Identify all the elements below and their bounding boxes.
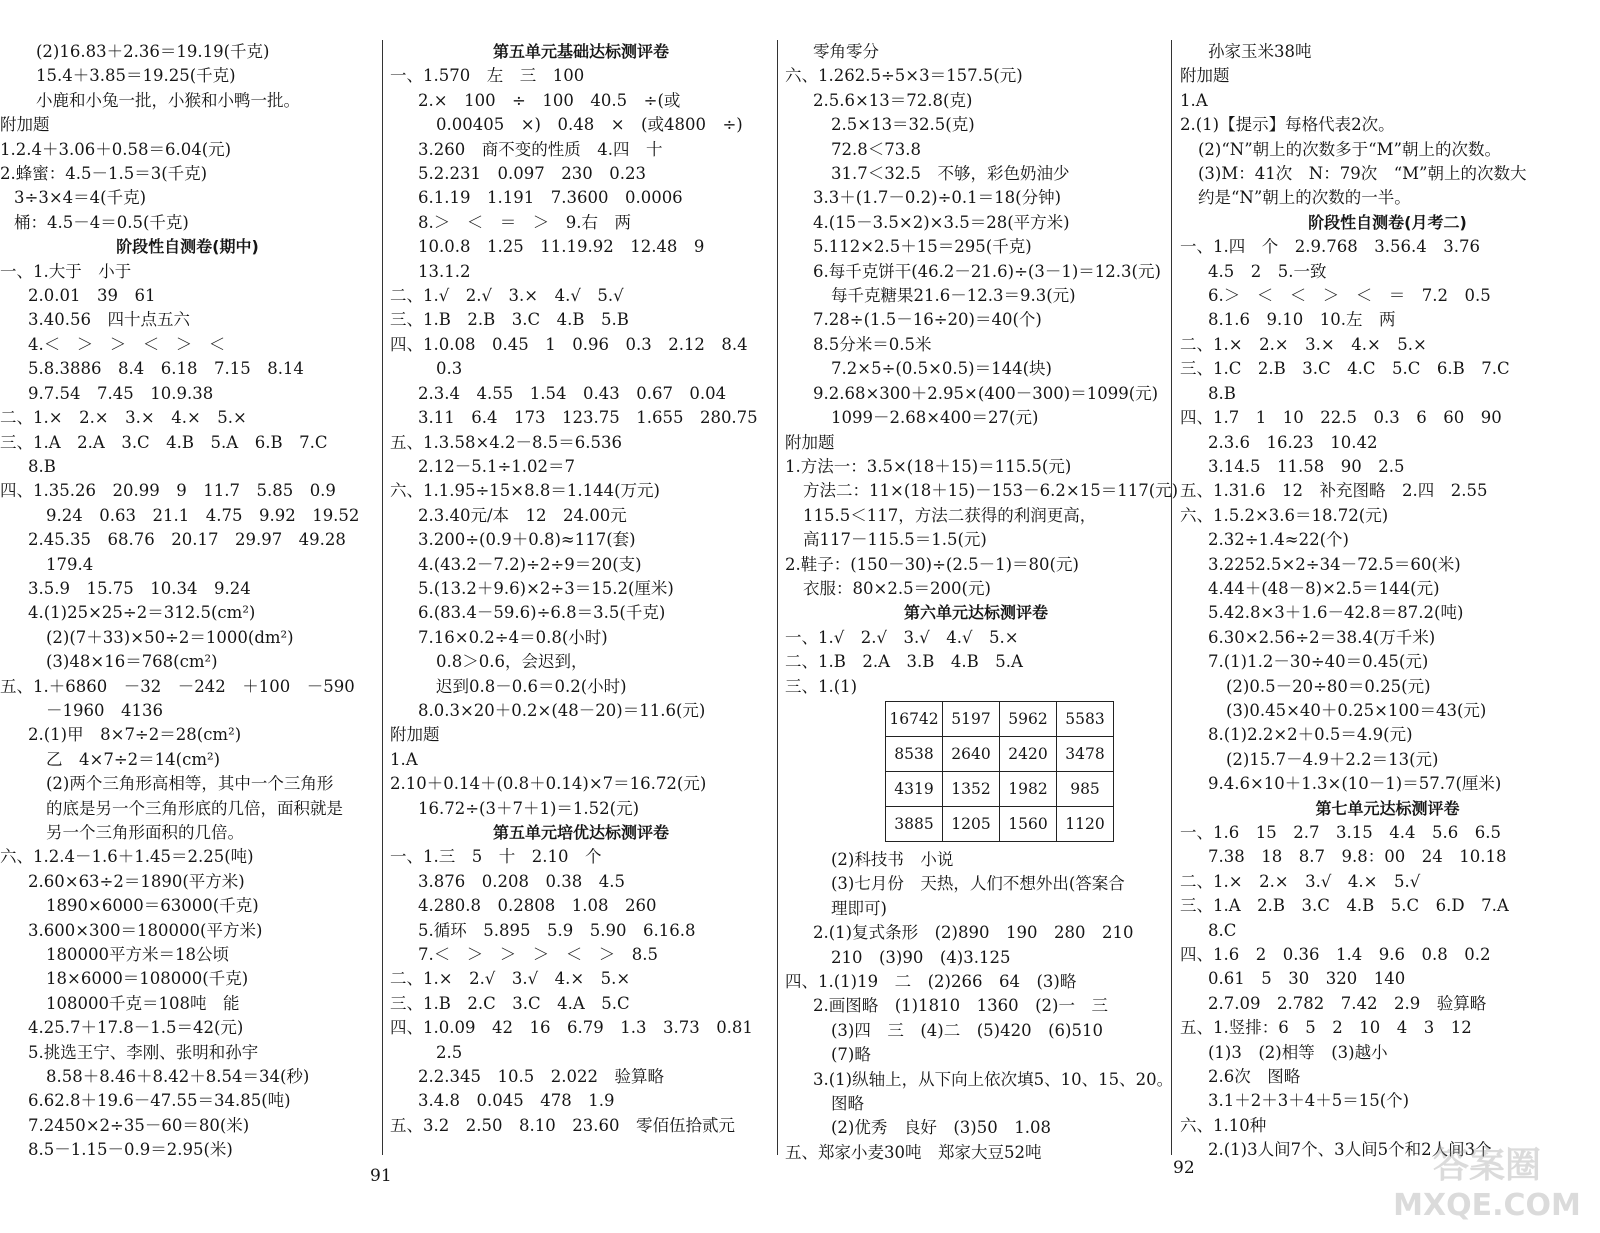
answer-line: 五、1.竖排：6 5 2 10 4 3 12 xyxy=(1180,1018,1472,1038)
table-cell: 5583 xyxy=(1057,701,1114,736)
answer-line: 2.(1)甲 8×7÷2＝28(cm²) xyxy=(28,725,242,745)
table-cell: 3478 xyxy=(1057,736,1114,771)
answer-line: 8.5－1.15－0.9＝2.95(米) xyxy=(28,1140,233,1160)
answer-line: (3)四 三 (4)二 (5)420 (6)510 xyxy=(831,1020,1103,1040)
answer-line: 四、1.35.26 20.99 9 11.7 5.85 0.9 xyxy=(0,481,336,501)
answer-line: (3)48×16＝768(cm²) xyxy=(46,652,218,672)
answer-line: 3.5.9 15.75 10.34 9.24 xyxy=(28,578,251,598)
answer-line: 2.32÷1.4≈22(个) xyxy=(1208,530,1349,550)
answer-line: 2.3.6 16.23 10.42 xyxy=(1208,432,1378,452)
answer-line: 五、1.＋6860 －32 －242 ＋100 －590 xyxy=(0,676,355,696)
answer-column-3 xyxy=(785,40,1179,1165)
table-cell: 3885 xyxy=(886,806,943,841)
answer-line: 7.2450×2÷35－60＝80(米) xyxy=(28,1115,250,1135)
answer-line: 4.(15－3.5×2)×3.5＝28(平方米) xyxy=(813,212,1070,232)
table-row xyxy=(886,806,1114,841)
answer-line: 高117－115.5＝1.5(元) xyxy=(803,530,987,550)
answer-line: 五、郑家小麦30吨 郑家大豆52吨 xyxy=(785,1142,1042,1162)
answer-line: 3.(1)纵轴上，从下向上依次填5、10、15、20。 xyxy=(813,1069,1174,1089)
section-heading: 第五单元基础达标测评卷 xyxy=(492,42,669,61)
table-cell: 1560 xyxy=(1000,806,1057,841)
answer-line: 3.11 6.4 173 123.75 1.655 280.75 xyxy=(418,408,758,428)
table-cell: 5197 xyxy=(943,701,1000,736)
answer-line: 约是“N”朝上的次数的一半。 xyxy=(1198,188,1411,208)
answer-line: 31.7＜32.5 不够，彩色奶油少 xyxy=(831,164,1070,184)
answer-line: 三、1.B 2.B 3.C 4.B 5.B xyxy=(390,310,629,330)
answer-line: 图略 xyxy=(831,1094,864,1114)
section-heading: 第七单元达标测评卷 xyxy=(1315,798,1460,818)
answer-column-2 xyxy=(390,40,772,1138)
answer-line: 二、1.B 2.A 3.B 4.B 5.A xyxy=(785,652,1023,672)
answer-line: 1099－2.68×400＝27(元) xyxy=(831,408,1039,428)
section-heading: 第五单元培优达标测评卷 xyxy=(492,823,669,842)
answer-line: 5.8.3886 8.4 6.18 7.15 8.14 xyxy=(28,359,304,379)
answer-column-4 xyxy=(1180,40,1595,1163)
answer-line: 1890×6000＝63000(千克) xyxy=(46,896,259,916)
answer-line: 3.260 商不变的性质 4.四 十 xyxy=(418,139,663,159)
section-heading: 阶段性自测卷(月考二) xyxy=(1308,212,1467,232)
page-number-left: 91 xyxy=(370,1166,392,1186)
answer-line: 一、1.四 个 2.9.768 3.56.4 3.76 xyxy=(1180,237,1480,257)
answer-line: 一、1.大于 小于 xyxy=(0,261,132,281)
answer-line: 2.画图略 (1)1810 1360 (2)一 三 xyxy=(813,996,1108,1016)
answer-line: 2.6次 图略 xyxy=(1208,1067,1301,1087)
answer-line: (2)两个三角形高相等，其中一个三角形 xyxy=(46,774,334,794)
table-cell: 16742 xyxy=(886,701,943,736)
answer-line: 0.61 5 30 320 140 xyxy=(1208,969,1406,989)
data-table xyxy=(885,701,1114,842)
answer-line: 7.28÷(1.5－16÷20)＝40(个) xyxy=(813,310,1042,330)
answer-line: 5.112×2.5＋15＝295(千克) xyxy=(813,237,1032,257)
answer-line: 三、1.C 2.B 3.C 4.C 5.C 6.B 7.C xyxy=(1180,359,1510,379)
answer-line: 4.5 2 5.一致 xyxy=(1208,261,1327,281)
answer-line: 衣服：80×2.5＝200(元) xyxy=(803,578,991,598)
answer-line: 18×6000＝108000(千克) xyxy=(46,969,249,989)
answer-line: 9.4.6×10＋1.3×(10－1)＝57.7(厘米) xyxy=(1208,774,1502,794)
answer-line: 四、1.6 2 0.36 1.4 9.6 0.8 0.2 xyxy=(1180,945,1491,965)
table-row xyxy=(886,771,1114,806)
answer-line: 9.24 0.63 21.1 4.75 9.92 19.52 xyxy=(46,505,360,525)
answer-line: 6.每千克饼干(46.2－21.6)÷(3－1)＝12.3(元) xyxy=(813,261,1161,281)
answer-line: (3)七月份 天热，人们不想外出(答案合 xyxy=(831,874,1125,894)
table-row xyxy=(886,701,1114,736)
answer-line: 2.蜂蜜：4.5－1.5＝3(千克) xyxy=(0,164,208,184)
watermark-logo xyxy=(1379,1135,1594,1227)
answer-line: 四、1.(1)19 二 (2)266 64 (3)略 xyxy=(785,972,1077,991)
answer-line: 二、1.× 2.× 3.× 4.× 5.× xyxy=(0,408,247,428)
answer-line: 2.12－5.1÷1.02＝7 xyxy=(418,456,576,476)
table-cell: 1120 xyxy=(1057,806,1114,841)
answer-line: 2.(1)【提示】每格代表2次。 xyxy=(1180,115,1395,135)
svg-text:答案圈: 答案圈 xyxy=(1432,1145,1542,1186)
answer-line: 二、1.× 2.√ 3.√ 4.× 5.× xyxy=(390,969,631,989)
answer-line: 另一个三角形面积的几倍。 xyxy=(46,823,244,842)
answer-line: 2.5 xyxy=(436,1042,463,1062)
answer-line: 理即可) xyxy=(831,898,887,918)
answer-line: 二、1.× 2.× 3.× 4.× 5.× xyxy=(1180,334,1427,354)
answer-line: 乙 4×7÷2＝14(cm²) xyxy=(46,749,221,769)
answer-line: 4.44＋(48－8)×2.5＝144(元) xyxy=(1208,578,1440,598)
answer-line: (7)略 xyxy=(831,1045,871,1065)
answer-line: (2)(7＋33)×50÷2＝1000(dm²) xyxy=(46,627,294,647)
answer-line: 4.280.8 0.2808 1.08 260 xyxy=(418,896,657,916)
answer-column-1 xyxy=(0,40,375,1163)
answer-line: 3.40.56 四十点五六 xyxy=(28,310,190,330)
answer-line: 四、1.0.08 0.45 1 0.96 0.3 2.12 8.4 xyxy=(390,334,748,354)
answer-line: 9.2.68×300＋2.95×(400－300)＝1099(元) xyxy=(813,383,1159,403)
answer-line: (2)16.83＋2.36＝19.19(千克) xyxy=(36,42,270,61)
answer-line: 迟到0.8－0.6＝0.2(小时) xyxy=(436,676,627,696)
answer-line: 4.(43.2－7.2)÷2÷9＝20(支) xyxy=(418,554,642,574)
answer-line: 2.× 100 ÷ 100 40.5 ÷(或 xyxy=(418,90,681,110)
answer-line: 3.1＋2＋3＋4＋5＝15(个) xyxy=(1208,1091,1410,1111)
answer-line: 4.＜ ＞ ＞ ＜ ＞ ＜ xyxy=(28,334,226,354)
svg-text:MXQE.COM: MXQE.COM xyxy=(1393,1188,1581,1223)
answer-line: 180000平方米＝18公顷 xyxy=(46,945,229,965)
answer-line: 1.2.4＋3.06＋0.58＝6.04(元) xyxy=(0,139,232,159)
table-row xyxy=(886,736,1114,771)
answer-line: 5.循环 5.895 5.9 5.90 6.16.8 xyxy=(418,920,696,940)
page-number-right: 92 xyxy=(1173,1158,1195,1178)
answer-line: 2.(1)复式条形 (2)890 190 280 210 xyxy=(813,923,1134,943)
answer-line: 附加题 xyxy=(1180,66,1230,86)
answer-line: 7.(1)1.2－30÷40＝0.45(元) xyxy=(1208,652,1429,672)
answer-line: 115.5＜117，方法二获得的利润更高， xyxy=(803,505,1097,525)
answer-line: (3)0.45×40＋0.25×100＝43(元) xyxy=(1226,700,1487,720)
answer-line: 7.38 18 8.7 9.8：00 24 10.18 xyxy=(1208,847,1507,867)
answer-line: 5.(13.2＋9.6)×2÷3＝15.2(厘米) xyxy=(418,578,674,598)
answer-line: 6.＞ ＜ ＜ ＞ ＜ ＝ 7.2 0.5 xyxy=(1208,286,1491,306)
answer-line: 二、1.√ 2.√ 3.× 4.√ 5.√ xyxy=(390,286,624,306)
answer-line: (2)15.7－4.9＋2.2＝13(元) xyxy=(1226,749,1439,769)
answer-line: 7.2×5÷(0.5×0.5)＝144(块) xyxy=(831,359,1052,379)
column-divider xyxy=(1171,40,1172,1155)
answer-line: 8.(1)2.2×2＋0.5＝4.9(元) xyxy=(1208,725,1413,745)
answer-line: 2.3.40元/本 12 24.00元 xyxy=(418,505,627,525)
answer-line: 6.(83.4－59.6)÷6.8＝3.5(千克) xyxy=(418,603,666,623)
answer-line: 一、1.570 左 三 100 xyxy=(390,66,585,86)
answer-line: 8.＞ ＜ ＝ ＞ 9.右 两 xyxy=(418,212,631,232)
answer-line: 六、1.10种 xyxy=(1180,1115,1267,1135)
answer-line: (1)3 (2)相等 (3)越小 xyxy=(1208,1042,1388,1062)
answer-line: 8.C xyxy=(1208,920,1237,940)
answer-line: 7.16×0.2÷4＝0.8(小时) xyxy=(418,627,608,647)
answer-line: 179.4 xyxy=(46,554,94,574)
section-heading: 第六单元达标测评卷 xyxy=(903,603,1048,623)
answer-line: (3)M：41次 N：79次 “M”朝上的次数大 xyxy=(1198,164,1527,184)
answer-line: 9.7.54 7.45 10.9.38 xyxy=(28,383,214,403)
answer-line: 3.2252.5×2÷34－72.5＝60(米) xyxy=(1208,554,1461,574)
answer-line: (2)科技书 小说 xyxy=(831,849,954,869)
column-divider xyxy=(777,40,778,1155)
table-cell: 2420 xyxy=(1000,736,1057,771)
answer-line: 1.A xyxy=(1180,90,1208,110)
answer-line: 5.2.231 0.097 230 0.23 xyxy=(418,164,646,184)
answer-line: 8.58＋8.46＋8.42＋8.54＝34(秒) xyxy=(46,1067,310,1087)
answer-line: 6.62.8＋19.6－47.55＝34.85(吨) xyxy=(28,1091,291,1111)
answer-line: 0.3 xyxy=(436,359,463,379)
answer-line: 五、1.31.6 12 补充图略 2.四 2.55 xyxy=(1180,481,1488,501)
answer-line: 孙家玉米38吨 xyxy=(1208,42,1312,61)
answer-line: 8.0.3×20＋0.2×(48－20)＝11.6(元) xyxy=(418,700,706,720)
answer-line: 3.3＋(1.7－0.2)÷0.1＝18(分钟) xyxy=(813,188,1062,208)
answer-line: 的底是另一个三角形底的几倍，面积就是 xyxy=(46,798,343,818)
answer-line: 6.1.19 1.191 7.3600 0.0006 xyxy=(418,188,683,208)
answer-line: 5.42.8×3＋1.6－42.8＝87.2(吨) xyxy=(1208,603,1464,623)
answer-line: 三、1.B 2.C 3.C 4.A 5.C xyxy=(390,993,630,1013)
answer-line: －1960 4136 xyxy=(46,700,163,720)
answer-line: 方法二：11×(18＋15)－153－6.2×15＝117(元) xyxy=(803,481,1179,501)
answer-line: 2.3.4 4.55 1.54 0.43 0.67 0.04 xyxy=(418,383,727,403)
answer-line: 4.25.7＋17.8－1.5＝42(元) xyxy=(28,1018,244,1038)
answer-line: 15.4＋3.85＝19.25(千克) xyxy=(36,66,236,86)
answer-line: 0.8＞0.6，会迟到， xyxy=(436,652,588,672)
answer-line: 5.挑选王宁、李刚、张明和孙宇 xyxy=(28,1042,259,1062)
answer-line: 3÷3×4＝4(千克) xyxy=(14,188,147,208)
answer-line: 附加题 xyxy=(0,115,50,135)
answer-line: 三、1.(1) xyxy=(785,676,858,696)
answer-line: 108000千克＝108吨 能 xyxy=(46,993,240,1013)
answer-line: 8.B xyxy=(28,456,56,476)
answer-line: 2.45.35 68.76 20.17 29.97 49.28 xyxy=(28,530,346,550)
answer-line: 0.00405 ×) 0.48 × (或4800 ÷) xyxy=(436,115,743,135)
table-cell: 8538 xyxy=(886,736,943,771)
answer-line: 零角零分 xyxy=(813,42,879,61)
section-heading: 阶段性自测卷(期中) xyxy=(116,237,259,257)
answer-line: 2.0.01 39 61 xyxy=(28,286,156,306)
answer-line: 三、1.A 2.A 3.C 4.B 5.A 6.B 7.C xyxy=(0,432,328,452)
answer-line: 四、1.0.09 42 16 6.79 1.3 3.73 0.81 xyxy=(390,1018,753,1038)
answer-line: 2.60×63÷2＝1890(平方米) xyxy=(28,871,245,891)
answer-line: 每千克糖果21.6－12.3＝9.3(元) xyxy=(831,286,1076,306)
answer-line: 1.方法一：3.5×(18＋15)＝115.5(元) xyxy=(785,456,1072,476)
answer-line: 4.(1)25×25÷2＝312.5(cm²) xyxy=(28,603,256,623)
answer-line: 2.5.6×13＝72.8(克) xyxy=(813,90,973,110)
answer-line: (2)“N”朝上的次数多于“M”朝上的次数。 xyxy=(1198,139,1501,159)
answer-line: 小鹿和小兔一批，小猴和小鸭一批。 xyxy=(36,90,300,110)
answer-line: 3.4.8 0.045 478 1.9 xyxy=(418,1091,615,1111)
answer-line: 72.8＜73.8 xyxy=(831,139,921,159)
answer-line: 210 (3)90 (4)3.125 xyxy=(831,947,1011,967)
table-cell: 2640 xyxy=(943,736,1000,771)
answer-line: 16.72÷(3＋7＋1)＝1.52(元) xyxy=(418,798,640,818)
answer-line: 7.＜ ＞ ＞ ＞ ＜ ＞ 8.5 xyxy=(418,945,658,965)
table-cell: 1352 xyxy=(943,771,1000,806)
answer-line: 2.2.345 10.5 2.022 验算略 xyxy=(418,1067,664,1087)
answer-line: 桶：4.5－4＝0.5(千克) xyxy=(14,212,189,232)
answer-line: 3.876 0.208 0.38 4.5 xyxy=(418,871,625,891)
answer-line: 10.0.8 1.25 11.19.92 12.48 9 xyxy=(418,237,705,257)
table-cell: 5962 xyxy=(1000,701,1057,736)
answer-line: 一、1.√ 2.√ 3.√ 4.√ 5.× xyxy=(785,627,1019,647)
answer-line: 六、1.5.2×3.6＝18.72(元) xyxy=(1180,505,1389,525)
answer-line: 8.B xyxy=(1208,383,1236,403)
answer-line: (2)优秀 良好 (3)50 1.08 xyxy=(831,1118,1051,1138)
answer-line: 三、1.A 2.B 3.C 4.B 5.C 6.D 7.A xyxy=(1180,896,1509,916)
answer-line: 6.30×2.56÷2＝38.4(万千米) xyxy=(1208,627,1436,647)
answer-line: (2)0.5－20÷80＝0.25(元) xyxy=(1226,676,1431,696)
answer-line: 8.1.6 9.10 10.左 两 xyxy=(1208,310,1396,330)
answer-line: 五、3.2 2.50 8.10 23.60 零佰伍拾贰元 xyxy=(390,1115,735,1135)
answer-line: 附加题 xyxy=(785,432,835,452)
answer-line: 一、1.三 5 十 2.10 个 xyxy=(390,847,602,867)
answer-line: 六、1.2.4－1.6＋1.45＝2.25(吨) xyxy=(0,847,254,867)
answer-line: 13.1.2 xyxy=(418,261,471,281)
answer-line: 一、1.6 15 2.7 3.15 4.4 5.6 6.5 xyxy=(1180,823,1501,842)
answer-line: 8.5分米＝0.5米 xyxy=(813,334,932,354)
answer-line: 3.200÷(0.9＋0.8)≈117(套) xyxy=(418,530,636,550)
table-cell: 1982 xyxy=(1000,771,1057,806)
answer-line: 六、1.262.5÷5×3＝157.5(元) xyxy=(785,66,1023,86)
answer-line: 二、1.× 2.× 3.√ 4.× 5.√ xyxy=(1180,871,1421,891)
answer-line: 3.600×300＝180000(平方米) xyxy=(28,920,263,940)
answer-line: 2.(1)3人间7个、3人间5个和2人间3个 xyxy=(1208,1140,1492,1160)
column-divider xyxy=(382,40,383,1155)
answer-line: 六、1.1.95÷15×8.8＝1.144(万元) xyxy=(390,481,660,501)
table-cell: 4319 xyxy=(886,771,943,806)
answer-line: 3.14.5 11.58 90 2.5 xyxy=(1208,456,1405,476)
answer-line: 附加题 xyxy=(390,725,440,745)
table-cell: 985 xyxy=(1057,771,1114,806)
answer-line: 2.10＋0.14＋(0.8＋0.14)×7＝16.72(元) xyxy=(390,774,707,794)
table-cell: 1205 xyxy=(943,806,1000,841)
answer-line: 五、1.3.58×4.2－8.5＝6.536 xyxy=(390,432,623,452)
answer-line: 2.鞋子：(150－30)÷(2.5－1)＝80(元) xyxy=(785,554,1079,574)
answer-line: 四、1.7 1 10 22.5 0.3 6 60 90 xyxy=(1180,408,1502,428)
answer-line: 1.A xyxy=(390,749,418,769)
answer-line: 2.5×13＝32.5(克) xyxy=(831,115,975,135)
answer-line: 2.7.09 2.782 7.42 2.9 验算略 xyxy=(1208,993,1487,1013)
